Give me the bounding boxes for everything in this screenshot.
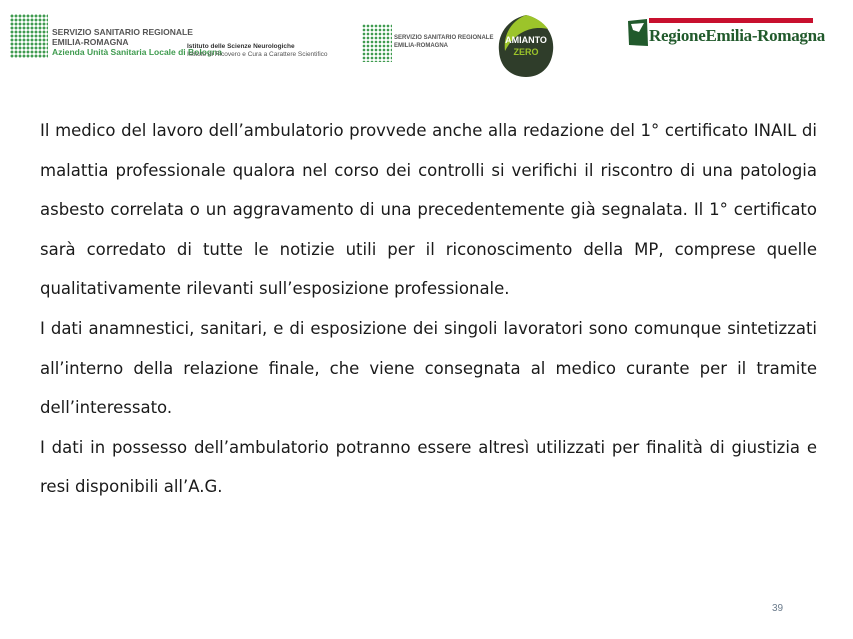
isnb-logo-text (187, 43, 328, 59)
isnb-logo-line2: Istituto di Ricovero e Cura a Carattere Scientifico (187, 51, 328, 58)
paragraph-3: I dati in possesso dell’ambulatorio potranno essere altresì utilizzati per finalità di giustizia e resi disponibili all’A.G. (40, 437, 817, 497)
page-number: 39 (772, 603, 784, 614)
amianto-logo-line2: ZERO (513, 47, 539, 57)
ausl-logo-line3: Azienda Unità Sanitaria Locale di Bologna (52, 47, 223, 57)
ssr-dot-grid-icon (10, 14, 48, 58)
ssr-logo-line1: SERVIZIO SANITARIO REGIONALE (394, 35, 494, 41)
logo-bar (0, 0, 853, 90)
ausl-logo-line1: SERVIZIO SANITARIO REGIONALE (52, 27, 193, 37)
isnb-logo-line1: Istituto delle Scienze Neurologiche (187, 43, 295, 50)
regione-emilia-romagna-logo (627, 16, 825, 56)
paragraph-2: I dati anamnestici, sanitari, e di esposizione dei singoli lavoratori sono comunque sintetizzati all’interno della relazione finale, che viene consegnata al medico curante per il tramite dell’interessato. (40, 318, 817, 418)
amianto-zero-logo (495, 13, 557, 79)
ausl-logo-line2: EMILIA-ROMAGNA (52, 37, 129, 47)
region-red-bar (649, 18, 813, 23)
ausl-bologna-logo (10, 14, 330, 64)
region-logo-text: RegioneEmilia-Romagna (649, 26, 825, 45)
amianto-logo-line1: AMIANTO (505, 35, 547, 45)
region-map-icon (627, 18, 649, 48)
ssr-dot-grid-icon (362, 24, 392, 62)
main-text (40, 111, 817, 507)
ssr-logo-line2: EMILIA-ROMAGNA (394, 43, 448, 49)
paragraph-1: Il medico del lavoro dell’ambulatorio provvede anche alla redazione del 1° certificato INAIL di malattia professionale qualora nel corso dei controlli si verifichi il riscontro di una patologia asbesto correlata o un aggravamento di una precedentemente già segnalata. Il 1° certificato sarà corredato di tutte le notizie utili per il riconoscimento della MP, comprese quelle qualitativamente rilevanti sull’esposizione professionale. (40, 121, 817, 299)
ssr-logo (362, 24, 492, 64)
ssr-logo-text (394, 34, 493, 50)
